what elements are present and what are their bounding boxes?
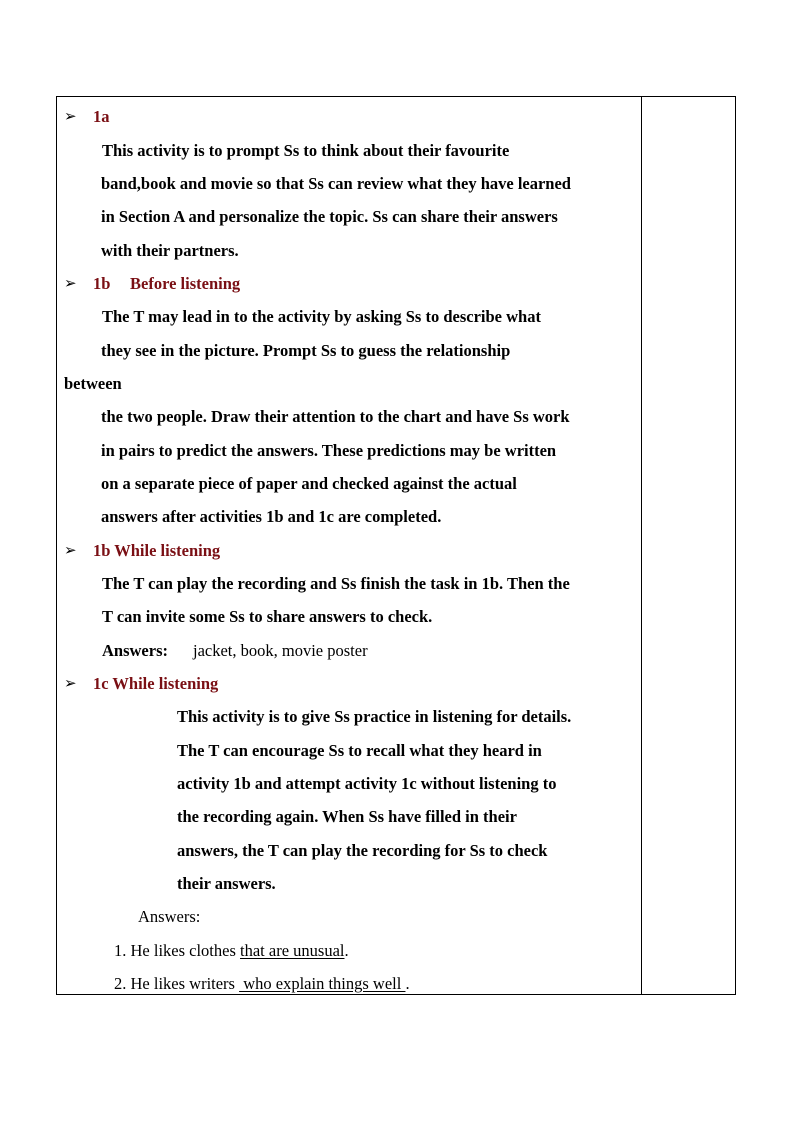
heading-1c-while-listening: 1c While listening [93, 674, 219, 693]
text-line: band,book and movie so that Ss can review what they have learned [101, 174, 571, 193]
text-line: The T may lead in to the activity by asking Ss to describe what [102, 307, 541, 326]
heading-1b-while-listening: 1b While listening [93, 541, 221, 560]
column-divider [641, 97, 642, 994]
text-line: This activity is to give Ss practice in listening for details. [177, 707, 572, 726]
arrow-bullet-icon: ➢ [64, 109, 77, 125]
text-line: in Section A and personalize the topic. Ss can share their answers [101, 207, 558, 226]
answer-fill: who explain things well [239, 974, 406, 993]
text-line: T can invite some Ss to share answers to check. [102, 607, 433, 626]
answer-prefix: 1. He likes clothes [114, 941, 241, 960]
heading-1a: 1a [93, 107, 110, 126]
answer-line-2 [114, 974, 410, 994]
text-line: the recording again. When Ss have filled in their [177, 807, 517, 826]
arrow-bullet-icon: ➢ [64, 543, 77, 559]
answers-value: jacket, book, movie poster [193, 641, 368, 660]
text-line: they see in the picture. Prompt Ss to guess the relationship [101, 341, 511, 360]
answer-line-1 [114, 941, 349, 961]
answer-end: . [344, 941, 349, 960]
answer-fill: that are unusual [240, 941, 345, 960]
answers-label: Answers: [138, 907, 201, 926]
text-line: This activity is to prompt Ss to think about their favourite [102, 141, 510, 160]
text-line: on a separate piece of paper and checked against the actual [101, 474, 517, 493]
text-line: in pairs to predict the answers. These predictions may be written [101, 441, 557, 460]
text-line: with their partners. [101, 241, 239, 260]
text-line: the two people. Draw their attention to the chart and have Ss work [101, 407, 570, 426]
text-line: The T can play the recording and Ss finish the task in 1b. Then the [102, 574, 570, 593]
arrow-bullet-icon: ➢ [64, 276, 77, 292]
answers-label: Answers: [102, 641, 168, 660]
text-line: answers after activities 1b and 1c are completed. [101, 507, 442, 526]
text-line: their answers. [177, 874, 276, 893]
answer-prefix: 2. He likes writers [114, 974, 240, 993]
heading-1b-number: 1b [93, 274, 111, 293]
heading-1b-before-listening: Before listening [130, 274, 241, 293]
text-line: between [64, 374, 122, 393]
answer-end: . [405, 974, 410, 993]
arrow-bullet-icon: ➢ [64, 676, 77, 692]
text-line: The T can encourage Ss to recall what they heard in [177, 741, 542, 760]
text-line: activity 1b and attempt activity 1c without listening to [177, 774, 557, 793]
text-line: answers, the T can play the recording for Ss to check [177, 841, 548, 860]
